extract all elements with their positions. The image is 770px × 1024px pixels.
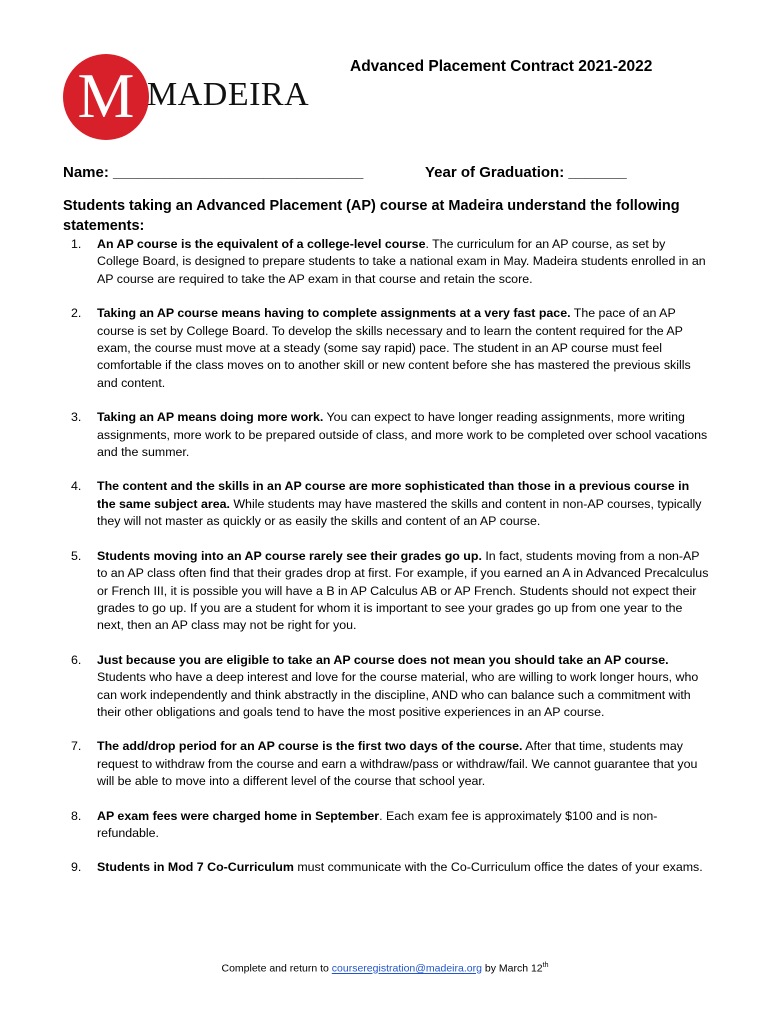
- list-item: [63, 478, 709, 530]
- madeira-logo: [63, 54, 310, 140]
- list-item: [63, 808, 709, 843]
- item-text: must communicate with the Co-Curriculum office the dates of your exams.: [293, 860, 703, 875]
- item-bold-text: Taking an AP course means having to complete assignments at a very fast pace.: [97, 306, 571, 321]
- item-text: In fact, students moving from a non-AP to an AP class often find that their grades drop at first. For example, if you earned an A in Advanced Precalculus or French III, it is possible you will have a B in AP Calculus AB or AP French. Students should not expect their grades to go up. If you are a student for whom it is important to see your grades go up from one year to the next, then an AP class may not be right for you.: [97, 548, 709, 633]
- footer-ordinal: th: [542, 962, 549, 969]
- footer-instructions: [0, 962, 770, 975]
- item-bold-text: Students in Mod 7 Co-Curriculum: [97, 860, 294, 875]
- item-text: . Each exam fee is approximately $100 and is non-refundable.: [97, 808, 658, 840]
- item-bold-text: Students moving into an AP course rarely see their grades go up.: [97, 548, 482, 563]
- item-bold-text: The content and the skills in an AP course are more sophisticated than those in a previous course in the same subject area.: [97, 479, 690, 511]
- email-link[interactable]: courseregistration@madeira.org: [331, 962, 482, 975]
- list-item: [63, 548, 709, 635]
- item-number: 8.: [71, 808, 82, 823]
- logo-wordmark: MADEIRA: [147, 76, 310, 113]
- list-item: [63, 305, 709, 392]
- graduation-year-field[interactable]: Year of Graduation: _______: [425, 164, 627, 181]
- document-title: Advanced Placement Contract 2021-2022: [350, 58, 653, 75]
- item-number: 4.: [71, 479, 82, 494]
- item-number: 3.: [71, 410, 82, 425]
- item-text: You can expect to have longer reading assignments, more writing assignments, more work to be prepared outside of class, and more work to be completed over school vacations and the summer.: [97, 410, 708, 460]
- item-bold-text: Just because you are eligible to take an AP course does not mean you should take an AP course.: [97, 652, 669, 667]
- footer-prefix: Complete and return to: [221, 962, 332, 975]
- item-text: While students may have mastered the skills and content in non-AP courses, typically they will not master as quickly or as easily the skills and content of an AP course.: [97, 496, 702, 529]
- list-item: [63, 859, 709, 876]
- logo-monogram: M: [77, 60, 135, 131]
- footer-suffix: by March 12: [481, 962, 543, 975]
- list-item: [63, 738, 709, 790]
- name-field[interactable]: Name: ______________________________: [63, 164, 364, 181]
- item-number: 5.: [71, 548, 82, 563]
- item-bold-text: An AP course is the equivalent of a college-level course: [97, 237, 426, 251]
- item-text: The pace of an AP course is set by College Board. To develop the skills necessary and to learn the content required for the AP exam, the course must move at a steady (some say rapid) pace. The student in an AP course must feel comfortable if the class moves on to another skill or new content before she has mastered the previous skills and content.: [97, 306, 691, 390]
- item-number: 6.: [71, 652, 82, 667]
- list-item: [63, 236, 709, 288]
- item-text: . The curriculum for an AP course, as set by College Board, is designed to prepare students to take a national exam in May. Madeira students enrolled in an AP course are required to take the AP exam in that course and retain the score.: [97, 237, 706, 286]
- item-bold-text: The add/drop period for an AP course is the first two days of the course.: [97, 739, 523, 754]
- list-item: [63, 652, 709, 722]
- item-number: 1.: [71, 237, 82, 251]
- intro-statement: Students taking an Advanced Placement (AP) course at Madeira understand the following statements:: [63, 198, 680, 234]
- item-text: Students who have a deep interest and love for the course material, who are willing to work longer hours, who can work independently and think abstractly in the discipline, AND who can balance such a commitment with their other obligations and goals tend to have the most positive experiences in an AP course.: [97, 670, 699, 719]
- item-number: 7.: [71, 739, 82, 754]
- logo-monogram-circle: [63, 54, 149, 140]
- list-item: [63, 409, 709, 461]
- statements-list: [63, 236, 709, 877]
- item-number: 2.: [71, 306, 82, 321]
- item-number: 9.: [71, 860, 82, 875]
- item-bold-text: AP exam fees were charged home in September: [97, 808, 380, 823]
- item-bold-text: Taking an AP means doing more work.: [97, 410, 324, 425]
- item-text: After that time, students may request to withdraw from the course and earn a withdraw/pass or withdraw/fail. We cannot guarantee that you will be able to move into a different level of the course that school year.: [97, 739, 698, 789]
